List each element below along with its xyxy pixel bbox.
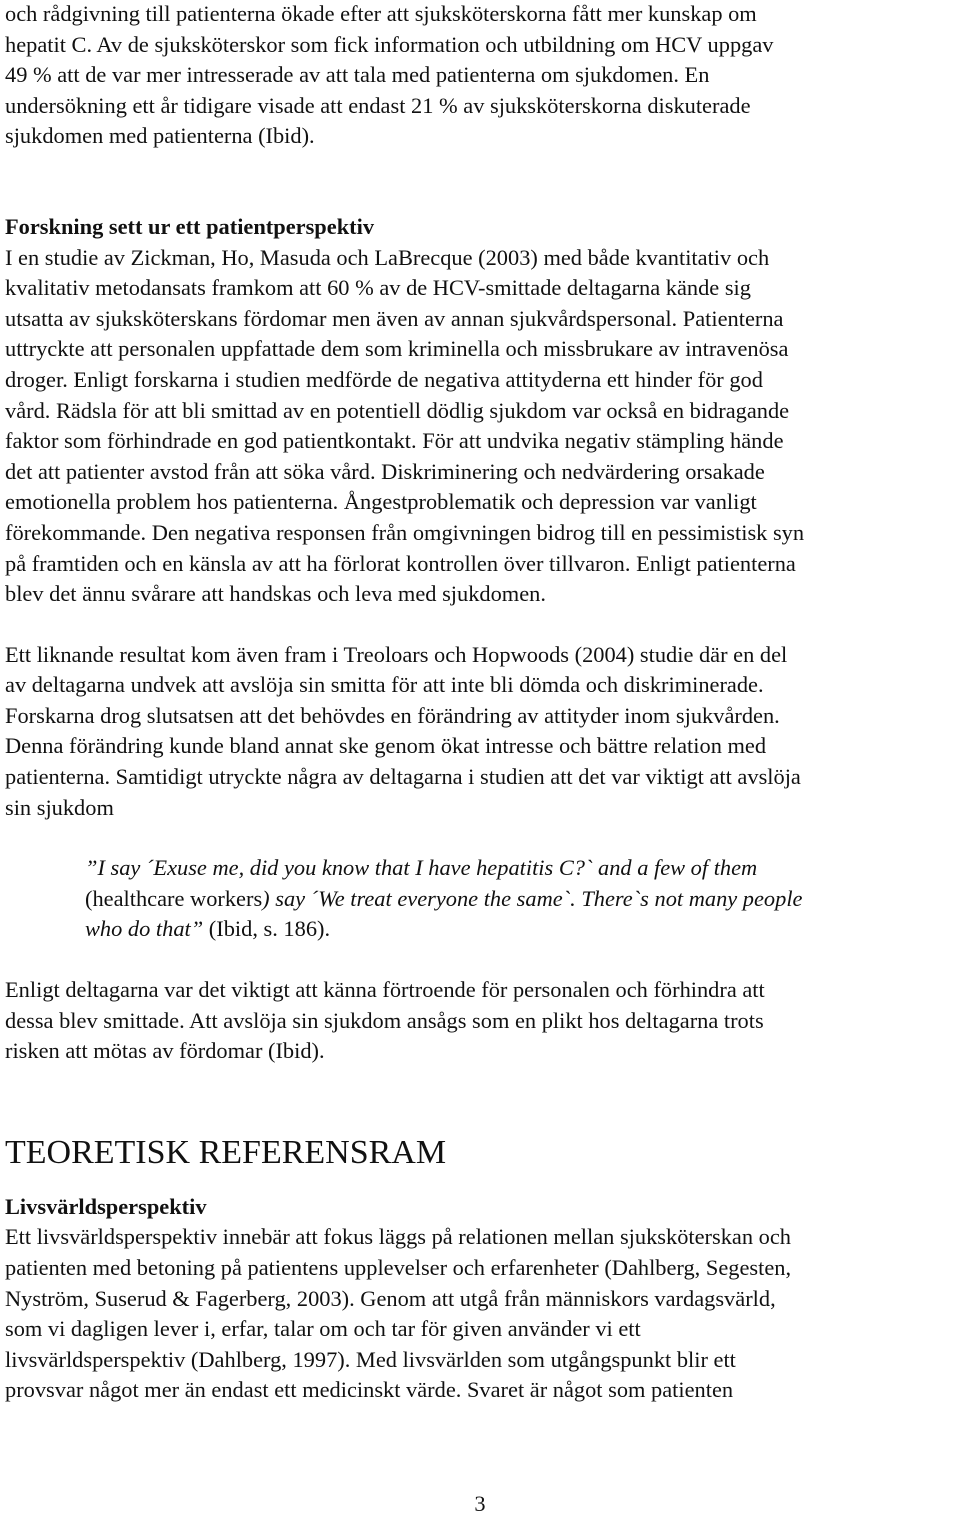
text-line: patienterna. Samtidigt utryckte några av deltagarna i studien att det var viktigt att avslöja	[5, 764, 801, 790]
quote-line	[85, 914, 955, 945]
text-line: risken att mötas av fördomar (Ibid).	[5, 1038, 325, 1064]
chapter-title: TEORETISK REFERENSRAM	[5, 1133, 447, 1171]
quote-italic-text: ”I say ´Exuse me, did you know that I have hepatitis C?` and a few of them	[85, 855, 758, 881]
text-line: Nyström, Suserud & Fagerberg, 2003). Genom att utgå från människors vardagsvärld,	[5, 1285, 776, 1311]
trust-paragraph	[5, 975, 955, 1067]
section-heading: Livsvärldsperspektiv	[5, 1193, 207, 1219]
text-line: kvalitativ metodansats framkom att 60 % av de HCV-smittade deltagarna kände sig	[5, 275, 751, 301]
quote-citation: (Ibid, s. 186).	[203, 916, 331, 942]
text-line: förekommande. Den negativa responsen från omgivningen bidrog till en pessimistisk syn	[5, 519, 805, 545]
text-line: Forskarna drog slutsatsen att det behövdes en förändring av attityder inom sjukvården.	[5, 702, 780, 728]
section-heading: Forskning sett ur ett patientperspektiv	[5, 213, 375, 239]
text-line: emotionella problem hos patienterna. Ångestproblematik och depression var vanligt	[5, 489, 757, 515]
document-page	[5, 0, 955, 1406]
text-line: Ett liknande resultat kom även fram i Treoloars och Hopwoods (2004) studie där en del	[5, 641, 788, 667]
text-line: av deltagarna undvek att avslöja sin smitta för att inte bli dömda och diskriminerade.	[5, 672, 764, 698]
text-line: som vi dagligen lever i, erfar, talar om och tar för given använder vi ett	[5, 1316, 641, 1342]
text-line: droger. Enligt forskarna i studien medförde de negativa attityderna ett hinder för god	[5, 366, 763, 392]
quote-italic-text: who do that”	[85, 916, 204, 942]
text-line: Ett livsvärldsperspektiv innebär att fokus läggs på relationen mellan sjuksköterskan och	[5, 1224, 791, 1250]
text-line: provsvar något mer än endast ett medicinskt värde. Svaret är något som patienten	[5, 1377, 734, 1403]
text-line: livsvärldsperspektiv (Dahlberg, 1997). Med livsvärlden som utgångspunkt blir ett	[5, 1346, 736, 1372]
text-line: sin sjukdom	[5, 794, 114, 820]
text-line: vård. Rädsla för att bli smittad av en potentiell dödlig sjukdom var också en bidragande	[5, 397, 790, 423]
text-line: Enligt deltagarna var det viktigt att känna förtroende för personalen och förhindra att	[5, 977, 765, 1003]
quote-line	[85, 884, 955, 915]
text-line: uttryckte att personalen uppfattade dem som kriminella och missbrukare av intravenösa	[5, 336, 789, 362]
page-number: 3	[474, 1491, 486, 1516]
quote-line	[85, 853, 955, 884]
text-line: och rådgivning till patienterna ökade efter att sjuksköterskorna fått mer kunskap om	[5, 1, 757, 26]
block-quote	[5, 853, 955, 945]
intro-paragraph	[5, 0, 955, 152]
lifeworld-section	[5, 1192, 955, 1406]
quote-italic-text: ) say ´We treat everyone the same`. There`s not many people	[262, 885, 803, 911]
text-line: I en studie av Zickman, Ho, Masuda och LaBrecque (2003) med både kvantitativ och	[5, 244, 770, 270]
text-line: faktor som förhindrade en god patientkontakt. För att undvika negativ stämpling hände	[5, 428, 784, 454]
text-line: blev det ännu svårare att handskas och leva med sjukdomen.	[5, 581, 546, 607]
text-line: undersökning ett år tidigare visade att endast 21 % av sjuksköterskorna diskuterade	[5, 92, 751, 118]
text-line: dessa blev smittade. Att avslöja sin sjukdom ansågs som en plikt hos deltagarna trots	[5, 1007, 764, 1033]
text-line: det att patienter avstod från att söka vård. Diskriminering och nedvärdering orsakade	[5, 458, 765, 484]
text-line: utsatta av sjuksköterskans fördomar men även av annan sjukvårdspersonal. Patienterna	[5, 305, 784, 331]
text-line: Denna förändring kunde bland annat ske genom ökat intresse och bättre relation med	[5, 733, 767, 759]
text-line: hepatit C. Av de sjuksköterskor som fick information och utbildning om HCV uppgav	[5, 31, 774, 57]
similar-results-paragraph	[5, 640, 955, 824]
text-line: 49 % att de var mer intresserade av att tala med patienterna om sjukdomen. En	[5, 62, 710, 88]
text-line: patienten med betoning på patientens upplevelser och erfarenheter (Dahlberg, Segesten,	[5, 1255, 792, 1280]
quote-plain-text: (healthcare workers	[85, 885, 263, 911]
text-line: på framtiden och en känsla av att ha förlorat kontrollen över tillvaron. Enligt patienterna	[5, 550, 796, 576]
patient-perspective-section	[5, 212, 955, 610]
text-line: sjukdomen med patienterna (Ibid).	[5, 123, 315, 149]
